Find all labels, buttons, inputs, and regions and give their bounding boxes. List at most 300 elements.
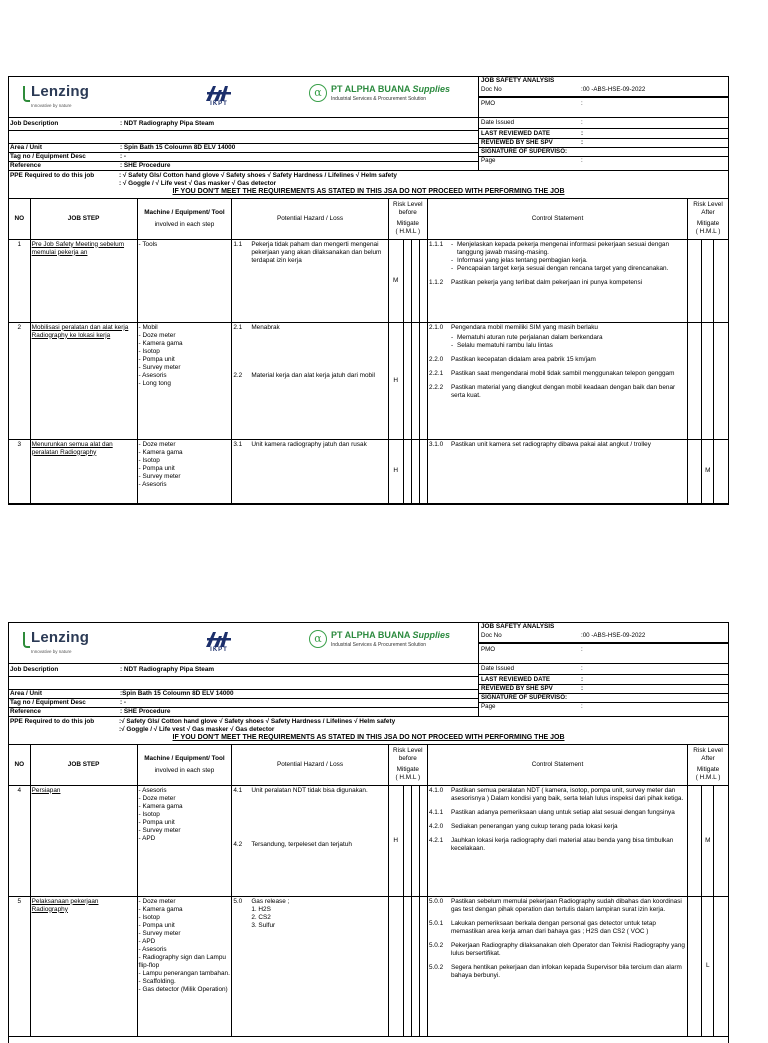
col-machine-sub: involved in each step: [154, 766, 215, 774]
col-hazard: Potential Hazard / Loss: [232, 745, 388, 785]
logo-area: [9, 623, 478, 663]
doc-no-value: :00 -ABS-HSE-09-2022: [581, 632, 646, 640]
col-risk-before-hml: ( H.M.L ): [395, 774, 421, 782]
machine-item: - Isotop: [138, 810, 160, 818]
col-machine: Machine / Equipment/ Tool: [144, 208, 225, 216]
doc-no-label: Doc No: [481, 86, 502, 94]
bullet-icon: -: [450, 341, 454, 349]
risk-before-value: H: [388, 439, 403, 503]
risk-before-cell: [403, 785, 411, 896]
machine-item: - Mobil: [138, 323, 158, 331]
step-number: 2: [9, 322, 30, 439]
machine-list: [137, 785, 232, 896]
control-number: 3.1.0: [428, 440, 444, 448]
risk-before-cell: [411, 239, 419, 322]
risk-before-cell: [403, 239, 411, 322]
control-list: [427, 785, 687, 896]
risk-before-value: H: [388, 322, 403, 439]
control-item: [429, 964, 686, 980]
reviewed-by-value: :: [581, 685, 584, 693]
control-text: Sediakan penerangan yang cukup terang pada lokasi kerja: [450, 822, 618, 830]
risk-before-cell: [411, 322, 419, 439]
control-text: Pastikan semua peralatan NDT ( kamera, isotop, pompa unit, survey meter dan asesorisnya ) Dalam kondisi yang baik, serta telah lulus inspeksi dari pihak ketiga.: [450, 786, 684, 802]
jsa-table-1: [9, 199, 728, 504]
table-header-row: [9, 745, 728, 785]
machine-list: [137, 439, 232, 503]
control-text: Pengendara mobil memiliki SIM yang masih berlaku: [450, 323, 598, 331]
kpt-mark-icon: [204, 84, 234, 102]
control-bullet: [451, 342, 686, 350]
pmo-value: :: [581, 100, 583, 108]
logo-area: [9, 77, 478, 117]
alpha-subtitle: Industrial Services & Procurement Solution: [331, 95, 427, 102]
hazard-item: [233, 898, 386, 930]
machine-item: - Radiography sign dan Lampu flip-flop: [138, 953, 226, 969]
alpha-subtitle: Industrial Services & Procurement Solution: [331, 641, 427, 648]
reviewed-by-value: :: [581, 139, 584, 147]
col-no: NO: [9, 745, 30, 785]
risk-before-value: H: [388, 785, 403, 896]
risk-before-cell: [403, 896, 411, 1036]
area-label: Area / Unit: [10, 690, 42, 697]
hazard-sub-item: 1. H2S: [251, 905, 271, 913]
job-step: Persiapan: [30, 785, 137, 896]
col-risk-before: Risk Level before: [393, 747, 423, 763]
control-number: [429, 334, 451, 350]
alpha-mark-icon: α: [309, 630, 327, 648]
area-label: Area / Unit: [10, 144, 42, 151]
page-value: :: [581, 157, 583, 165]
area-value: : Spin Bath 15 Coloumn 8D ELV 14000: [120, 144, 236, 151]
hazard-item: [233, 841, 386, 849]
risk-after-cell: [714, 439, 728, 503]
control-text: Pastikan adanya pemeriksaan ulang untuk setiap alat sesuai dengan fungsinya: [450, 808, 675, 816]
machine-item: - Doze meter: [138, 331, 176, 339]
control-item: [429, 334, 686, 350]
table-row: [9, 239, 728, 322]
ppe-section: [9, 717, 728, 745]
control-bullet: [451, 257, 686, 265]
ppe-label: PPE Required to do this job: [10, 718, 95, 725]
col-control: Control Statement: [427, 745, 687, 785]
lenzing-mark-icon: [23, 86, 30, 102]
machine-item: - Tools: [138, 240, 158, 248]
risk-before-cell: [403, 322, 411, 439]
hazard-number: 5.0: [233, 897, 243, 905]
alpha-name: PT ALPHA BUANA: [331, 630, 410, 641]
hazard-text: Material kerja dan alat kerja jatuh dari mobil: [251, 371, 375, 379]
machine-item: - Lampu penerangan tambahan.: [138, 969, 230, 977]
step-number: 5: [9, 896, 30, 1036]
alpha-buana-logo: [309, 630, 450, 648]
step-number: 1: [9, 239, 30, 322]
ppe-line-1: :√ Safety Gls/ Cotton hand glove √ Safety shoes √ Safety Hardness / Lifelines √ Helm safety: [119, 718, 396, 725]
control-list: [427, 322, 687, 439]
col-machine-sub: involved in each step: [154, 220, 215, 228]
risk-after-cell: [714, 239, 728, 322]
risk-before-cell: [419, 439, 427, 503]
hazard-number: 2.1: [233, 323, 243, 331]
machine-item: - Asesoris: [138, 945, 167, 953]
step-number: 4: [9, 785, 30, 896]
risk-before-value: [388, 896, 403, 1036]
bullet-icon: -: [450, 256, 454, 264]
control-number: 5.0.2: [428, 941, 444, 949]
doc-info-box: [478, 77, 728, 117]
warning-banner: IF YOU DON'T MEET THE REQUIREMENTS AS STATED IN THIS JSA DO NOT PROCEED WITH PERFORMING THE JOB: [172, 188, 565, 195]
machine-item: - Pompa unit: [138, 464, 175, 472]
machine-item: - APD: [138, 937, 156, 945]
control-text: Pekerjaan Radiography dilaksanakan oleh Operator dan Teknisi Radiography yang lulus bersertifikat.: [450, 941, 685, 957]
col-risk-after-mitigate: Mitigate: [696, 220, 720, 228]
machine-item: - Survey meter: [138, 826, 181, 834]
page-label: Page: [481, 703, 496, 711]
pmo-row: [479, 97, 728, 110]
risk-after-cell: [714, 785, 728, 896]
alpha-mark-icon: α: [309, 84, 327, 102]
info-block: [9, 664, 728, 717]
machine-item: - Pompa unit: [138, 355, 175, 363]
machine-item: - Kamera gama: [138, 448, 183, 456]
last-reviewed-label: LAST REVIEWED DATE: [481, 675, 550, 683]
jsa-page-2: [8, 622, 729, 1043]
tag-value: : -: [120, 699, 127, 706]
job-step: Pre Job Safety Meeting sebelum memulai pekerja an: [30, 239, 137, 322]
alpha-name-italic: Supplies: [412, 630, 451, 641]
machine-item: - Survey meter: [138, 363, 181, 371]
machine-item: - Isotop: [138, 913, 160, 921]
ppe-line-1: : √ Safety Gls/ Cotton hand glove √ Safety shoes √ Safety Hardness / Lifelines √ Helm safety: [119, 172, 397, 179]
control-item: [429, 920, 686, 936]
control-text: Pastikan saat mengendarai mobil tidak sambil menggunakan telepon genggam: [450, 369, 675, 377]
control-bullet-text: Menjelaskan kepada pekerja mengenai informasi pekerjaan sesuai dengan tanggung jawab masing-masing.: [456, 240, 670, 256]
hazard-text: Gas release ;: [251, 897, 290, 905]
page-header: [9, 623, 728, 664]
control-item: [429, 787, 686, 803]
control-number: 5.0.1: [428, 919, 444, 927]
control-item: [429, 324, 686, 332]
table-row: [9, 785, 728, 896]
hazard-item: [233, 441, 386, 449]
machine-list: [137, 322, 232, 439]
control-number: 5.0.2: [428, 963, 444, 971]
col-risk-before-mitigate: Mitigate: [396, 766, 419, 774]
last-reviewed-value: :: [581, 129, 584, 137]
page-label: Page: [481, 157, 496, 165]
risk-before-cell: [419, 239, 427, 322]
machine-item: - Survey meter: [138, 472, 181, 480]
machine-item: - Doze meter: [138, 794, 176, 802]
col-no: NO: [9, 199, 30, 239]
hazard-sub-item: 3. Sulfur: [251, 921, 276, 929]
control-number: 5.0.0: [428, 897, 444, 905]
col-job-step: JOB STEP: [30, 745, 137, 785]
bullet-icon: -: [450, 240, 454, 248]
hazard-list: [232, 322, 388, 439]
machine-item: - Asesoris: [138, 786, 167, 794]
ppe-line-2: : √ Goggle / √ Life vest √ Gas masker √ Gas detector: [119, 180, 277, 187]
warning-banner: IF YOU DON'T MEET THE REQUIREMENTS AS STATED IN THIS JSA DO NOT PROCEED WITH PERFORMING THE JOB: [172, 734, 565, 741]
control-item: [429, 241, 686, 273]
tag-label: Tag no / Equipment Desc: [10, 699, 86, 706]
hazard-text: Unit peralatan NDT tidak bisa digunakan.: [251, 786, 368, 794]
risk-after-cell: [688, 439, 702, 503]
control-list: [427, 239, 687, 322]
alpha-name-italic: Supplies: [412, 84, 451, 95]
machine-item: - Pompa unit: [138, 818, 175, 826]
machine-item: - Doze meter: [138, 897, 176, 905]
control-number: 4.1.0: [428, 786, 444, 794]
hazard-sub-item: 2. CS2: [251, 913, 271, 921]
kpt-subtitle: IKPT: [210, 101, 228, 107]
machine-item: - Kamera gama: [138, 905, 183, 913]
control-number: 1.1.1: [428, 240, 444, 248]
risk-before-cell: [411, 439, 419, 503]
control-item: [429, 898, 686, 914]
risk-after-cell: [714, 322, 728, 439]
page-value: :: [581, 703, 583, 711]
ppe-label: PPE Required to do this job: [10, 172, 95, 179]
pmo-label: PMO: [481, 646, 496, 654]
job-step: Mobilisasi peralatan dan alat kerja Radiography ke lokasi kerja: [30, 322, 137, 439]
control-list: [427, 439, 687, 503]
machine-item: - Pompa unit: [138, 921, 175, 929]
col-risk-before: Risk Level before: [393, 201, 423, 217]
control-number: 2.2.1: [428, 369, 444, 377]
date-issued-label: Date Issued: [481, 119, 515, 127]
risk-after-cell: [688, 785, 702, 896]
reviewed-by-label: REVIEWED BY SHE SPV: [481, 139, 553, 147]
lenzing-logo: [23, 629, 109, 654]
control-number: 2.1.0: [428, 323, 444, 331]
job-step: Pelaksanaan pekerjaan Radiography: [30, 896, 137, 1036]
info-block: [9, 118, 728, 171]
bullet-icon: -: [450, 333, 454, 341]
hazard-text: Pekerja tidak paham dan mengerti mengenai pekerjaan yang akan dilaksanakan dan belum terdapat izin kerja: [251, 240, 382, 264]
machine-item: - Asesoris: [138, 480, 167, 488]
risk-before-cell: [419, 322, 427, 439]
hazard-list: [232, 439, 388, 503]
signature-label: SIGNATURE OF SUPERVISO:: [481, 148, 568, 156]
review-box: [478, 664, 728, 716]
area-value: :Spin Bath 15 Coloumn 8D ELV 14000: [120, 690, 234, 697]
machine-item: - Survey meter: [138, 929, 181, 937]
control-bullet: [451, 241, 686, 257]
col-machine: Machine / Equipment/ Tool: [144, 754, 225, 762]
doc-title: JOB SAFETY ANALYSIS: [481, 623, 555, 630]
control-bullet-text: Pencapaian target kerja sesuai dengan rencana target yang direncanakan.: [456, 264, 669, 272]
date-issued-value: :: [581, 665, 583, 673]
control-number: 4.2.0: [428, 822, 444, 830]
hazard-number: 4.2: [233, 840, 243, 848]
kpt-logo: [201, 84, 237, 109]
control-number: 2.2.0: [428, 355, 444, 363]
kpt-logo: [201, 630, 237, 655]
control-text: Pastikan material yang diangkut dengan mobil keadaan dengan baik dan benar serta kuat.: [450, 383, 676, 399]
machine-item: - Kamera gama: [138, 802, 183, 810]
machine-item: - Isotop: [138, 347, 160, 355]
jsa-table-2: [9, 745, 728, 1037]
hazard-text: Unit kamera radiography jatuh dan rusak: [251, 440, 367, 448]
hazard-list: [232, 896, 388, 1036]
bullet-icon: -: [450, 264, 454, 272]
control-bullet: [451, 265, 686, 273]
control-bullet-text: Mematuhi aturan rute perjalanan dalam berkendara: [456, 333, 603, 341]
control-item: [429, 942, 686, 958]
doc-no-row: [479, 84, 728, 97]
hazard-item: [233, 324, 386, 332]
control-number: 4.2.1: [428, 836, 444, 844]
last-reviewed-label: LAST REVIEWED DATE: [481, 129, 550, 137]
risk-before-cell: [419, 896, 427, 1036]
hazard-list: [232, 785, 388, 896]
control-item: [429, 837, 686, 853]
machine-item: - Gas detector (Milik Operation): [138, 985, 228, 993]
doc-info-box: [478, 623, 728, 663]
lenzing-name: Lenzing: [31, 629, 90, 646]
job-description-value: : NDT Radiography Pipa Steam: [120, 120, 215, 127]
machine-item: - Kamera gama: [138, 339, 183, 347]
hazard-number: 1.1: [233, 240, 243, 248]
risk-before-cell: [411, 785, 419, 896]
hazard-text: Tersandung, terpeleset dan terjatuh: [251, 840, 352, 848]
signature-label: SIGNATURE OF SUPERVISO:: [481, 694, 568, 702]
hazard-number: 3.1: [233, 440, 243, 448]
hazard-item: [233, 241, 386, 265]
control-number: 1.1.2: [428, 278, 444, 286]
risk-after-value: [702, 322, 714, 439]
lenzing-tagline: Innovative by nature: [31, 648, 72, 654]
control-bullet-text: Informasi yang jelas tentang pembagian kerja.: [456, 256, 588, 264]
machine-item: - Long tong: [138, 379, 171, 387]
col-risk-after-hml: ( H.M.L ): [695, 228, 721, 236]
control-number: 4.1.1: [428, 808, 444, 816]
kpt-mark-icon: [204, 630, 234, 648]
ppe-section: [9, 171, 728, 199]
risk-before-cell: [403, 439, 411, 503]
review-box: [478, 118, 728, 170]
pmo-row: [479, 643, 728, 656]
control-text: Jauhkan lokasi kerja radiography dari material atau benda yang bisa timbulkan kecelakaan.: [450, 836, 674, 852]
control-item: [429, 823, 686, 831]
risk-before-cell: [411, 896, 419, 1036]
risk-before-cell: [419, 785, 427, 896]
reviewed-by-label: REVIEWED BY SHE SPV: [481, 685, 553, 693]
col-risk-after: Risk Level After: [693, 747, 723, 763]
control-text: Pastikan kecepatan didalam area pabrik 15 km/jam: [450, 355, 596, 363]
hazard-number: 2.2: [233, 371, 243, 379]
machine-item: - Isotop: [138, 456, 160, 464]
control-item: [429, 809, 686, 817]
control-text: Pastikan sebelum memulai pekerjaan Radiography sudah dibahas dan koordinasi gas test dengan pihak operation dan tertulis dalam lampiran surat izin kerja.: [450, 897, 682, 913]
pmo-value: :: [581, 646, 583, 654]
machine-item: - Asesoris: [138, 371, 167, 379]
risk-after-cell: [714, 896, 728, 1036]
doc-no-row: [479, 630, 728, 643]
date-issued-value: :: [581, 119, 583, 127]
control-number: 2.2.2: [428, 383, 444, 391]
ppe-line-2: :√ Goggle / √ Life vest √ Gas masker √ Gas detector: [119, 726, 275, 733]
col-control: Control Statement: [427, 199, 687, 239]
machine-item: - APD: [138, 834, 156, 842]
job-description-label: Job Description: [10, 120, 59, 127]
risk-after-value: [702, 239, 714, 322]
reference-value: : SHE Procedure: [120, 162, 171, 169]
col-job-step: JOB STEP: [30, 199, 137, 239]
risk-after-cell: [688, 896, 702, 1036]
machine-list: [137, 896, 232, 1036]
reference-label: Reference: [10, 708, 41, 715]
control-list: [427, 896, 687, 1036]
machine-list: [137, 239, 232, 322]
pmo-label: PMO: [481, 100, 496, 108]
risk-after-value: M: [702, 785, 714, 896]
col-risk-after: Risk Level After: [693, 201, 723, 217]
date-issued-label: Date Issued: [481, 665, 515, 673]
step-number: 3: [9, 439, 30, 503]
risk-before-value: M: [388, 239, 403, 322]
control-text: Lakukan pemeriksaan berkala dengan personal gas detector untuk tetap memastikan area kerja aman dari bahaya gas ; H2S dan CS2 ( VOC ): [450, 919, 656, 935]
tag-value: : -: [120, 153, 127, 160]
machine-item: - Scaffolding.: [138, 977, 176, 985]
control-item: [429, 370, 686, 378]
doc-no-value: :00 -ABS-HSE-09-2022: [581, 86, 646, 94]
hazard-list: [232, 239, 388, 322]
control-item: [429, 279, 686, 287]
col-risk-before-hml: ( H.M.L ): [395, 228, 421, 236]
lenzing-tagline: Innovative by nature: [31, 102, 72, 108]
table-row: [9, 896, 728, 1036]
table-row: [9, 322, 728, 439]
col-risk-after-mitigate: Mitigate: [696, 766, 720, 774]
alpha-buana-logo: [309, 84, 450, 102]
hazard-number: 4.1: [233, 786, 243, 794]
page-header: [9, 77, 728, 118]
doc-no-label: Doc No: [481, 632, 502, 640]
col-risk-after-hml: ( H.M.L ): [695, 774, 721, 782]
lenzing-logo: [23, 83, 109, 108]
alpha-name: PT ALPHA BUANA: [331, 84, 410, 95]
risk-after-cell: [688, 322, 702, 439]
control-text: Pastikan unit kamera set radiography dibawa pakai alat angkut / trolley: [450, 440, 651, 448]
jsa-page-1: [8, 76, 729, 505]
table-row: [9, 439, 728, 503]
control-text: Segera hentikan pekerjaan dan infokan kepada Supervisor bila tercium dan alarm bahaya berbunyi.: [450, 963, 682, 979]
table-header-row: [9, 199, 728, 239]
hazard-item: [233, 372, 386, 380]
control-item: [429, 384, 686, 400]
hazard-item: [233, 787, 386, 795]
last-reviewed-value: :: [581, 675, 584, 683]
kpt-subtitle: IKPT: [210, 647, 228, 653]
col-hazard: Potential Hazard / Loss: [232, 199, 388, 239]
control-bullet-text: Selalu mematuhi rambu lalu lintas: [456, 341, 553, 349]
hazard-text: Menabrak: [251, 323, 280, 331]
risk-after-value: L: [702, 896, 714, 1036]
job-step: Menurunkan semua alat dan peralatan Radiography: [30, 439, 137, 503]
control-item: [429, 356, 686, 364]
control-item: [429, 441, 686, 449]
job-description-value: : NDT Radiography Pipa Steam: [120, 666, 215, 673]
risk-after-cell: [688, 239, 702, 322]
lenzing-mark-icon: [23, 632, 30, 648]
tag-label: Tag no / Equipment Desc: [10, 153, 86, 160]
control-text: Pastikan pekerja yang terlibat dalm pekerjaan ini punya kompetensi: [450, 278, 643, 286]
reference-value: : SHE Procedure: [120, 708, 171, 715]
control-bullet: [451, 334, 686, 342]
risk-after-value: M: [702, 439, 714, 503]
machine-item: - Doze meter: [138, 440, 176, 448]
